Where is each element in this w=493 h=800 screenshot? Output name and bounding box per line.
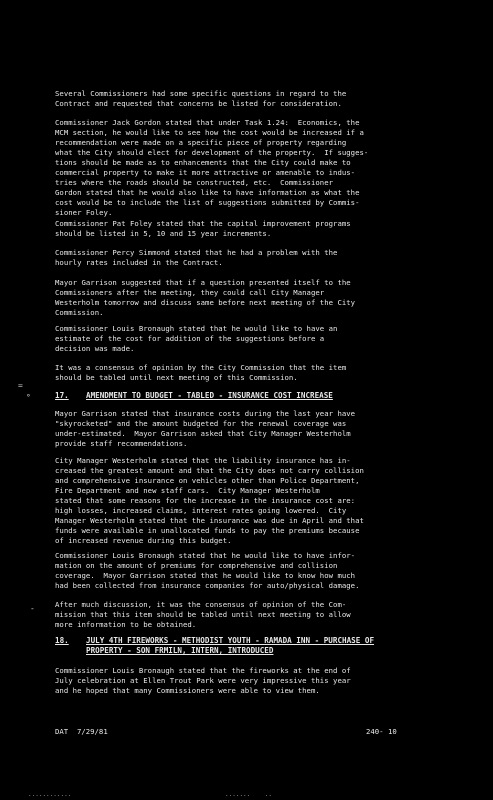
- paragraph-tabled-more-info: After much discussion, it was the consensus of opinion of the Com- mission that this item should be tabled until next meeting to allow more information to be obtained.: [55, 600, 351, 630]
- paragraph-westerholm-liability: City Manager Westerholm stated that the liability insurance has in- creased the greatest amount and that the City does not carry collision and comprehensive insurance on vehicles other than Police Department, Fire Department and new staff cars. City Manager Westerholm stated that some reasons for the increase in the insurance cost are: high losses, increased claims, interest rates going lowered. City Manager Westerholm stated that the insurance was due in April and that funds were available in unallocated funds to pay the premiums because of increased revenue during this budget.: [55, 456, 364, 546]
- margin-mark-3: -: [30, 604, 35, 613]
- paragraph-concerns: Several Commissioners had some specific questions in regard to the Contract and requested that concerns be listed for consideration.: [55, 89, 347, 109]
- footer-date: DAT 7/29/81: [55, 727, 108, 736]
- paragraph-bronaugh-estimate: Commissioner Louis Bronaugh stated that he would like to have an estimate of the cost for addition of the suggestions before a decision was made.: [55, 324, 338, 354]
- paragraph-fireworks: Commissioner Louis Bronaugh stated that the fireworks at the end of July celebration at Ellen Trout Park were very impressive this year and he hoped that many Commissioners were able to view them.: [55, 666, 351, 696]
- footer-page-number: 240- 10: [366, 727, 397, 736]
- item-18-heading-line2: PROPERTY - SON FRMILN, INTERN, INTRODUCED: [86, 646, 274, 655]
- item-17-heading: AMENDMENT TO BUDGET - TABLED - INSURANCE COST INCREASE: [86, 391, 333, 400]
- paragraph-tabled-consensus: It was a consensus of opinion by the City Commission that the item should be tabled until next meeting of this Commission.: [55, 363, 347, 383]
- item-18-heading-line1: JULY 4TH FIREWORKS - METHODIST YOUTH - RAMADA INN - PURCHASE OF: [86, 636, 375, 645]
- item-17-number: 17.: [55, 391, 69, 400]
- paragraph-bronaugh-premiums: Commissioner Louis Bronaugh stated that he would like to have infor- mation on the amount of premiums for comprehensive and collision coverage. Mayor Garrison stated that he would like to know how much had been collected from insurance companies for auto/physical damage.: [55, 551, 360, 591]
- scan-noise-mid: ....... ..: [225, 791, 272, 798]
- paragraph-insurance-skyrocketed: Mayor Garrison stated that insurance costs during the last year have "skyrocketed" and the amount budgeted for the renewal coverage was under-estimated. Mayor Garrison asked that City Manager Westerholm provide staff recommendations.: [55, 409, 356, 449]
- paragraph-foley-capital: Commissioner Pat Foley stated that the capital improvement programs should be listed in 5, 10 and 15 year increments.: [55, 219, 351, 239]
- paragraph-garrison-questions: Mayor Garrison suggested that if a question presented itself to the Commissioners after the meeting, they could call City Manager Westerholm tomorrow and discuss same before next meeting of the City Commission.: [55, 278, 356, 318]
- paragraph-simmond-rates: Commissioner Percy Simmond stated that he had a problem with the hourly rates included in the Contract.: [55, 248, 338, 268]
- margin-mark-2: °: [26, 393, 31, 402]
- margin-mark-1: =: [18, 381, 23, 390]
- scan-noise-left: ............: [28, 791, 72, 798]
- item-18-number: 18.: [55, 636, 69, 645]
- paragraph-gordon-economics: Commissioner Jack Gordon stated that under Task 1.24: Economics, the MCM section, he would like to see how the cost would be increased if a recommendation were made on a specific piece of property regarding what the City should elect for development of the property. If sugges- tions should be made as to enhancements that the City could make to commercial property to make it more attractive or amenable to indus- tries where the roads should be constructed, etc. Commissioner Gordon stated that he would also like to have information as what the cost would be to include the list of suggestions submitted by Commis- sioner Foley.: [55, 118, 369, 218]
